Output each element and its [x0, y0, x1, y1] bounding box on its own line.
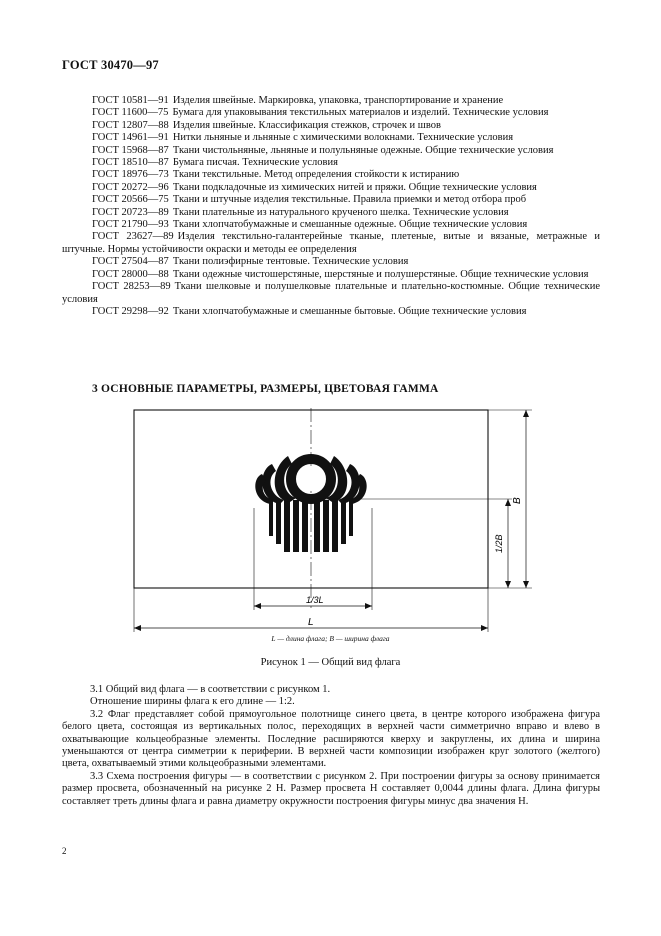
- section-title: 3 ОСНОВНЫЕ ПАРАМЕТРЫ, РАЗМЕРЫ, ЦВЕТОВАЯ ГАММА: [92, 383, 439, 395]
- reference-code: ГОСТ 23627—89: [92, 231, 174, 243]
- paragraph-3-3: 3.3 Схема построения фигуры — в соответствии с рисунком 2. При построении фигуры за основу принимается размер просвета, обозначенный на рисунке 2 Н. Размер просвета Н составляет 0,0044 длины флага. Длина фигуры составляет треть длины флага и равна диаметру окружности построения фигуры минус два значения Н.: [62, 770, 600, 807]
- legend-l-text: — длина флага;: [275, 634, 330, 643]
- reference-item: [62, 269, 600, 281]
- reference-title: Ткани хлопчатобумажные и смешанные бытовые. Общие технические условия: [172, 305, 527, 317]
- references-list: [62, 95, 600, 318]
- reference-code: ГОСТ 15968—87: [92, 144, 169, 156]
- reference-item: [62, 207, 600, 219]
- reference-code: ГОСТ 20566—75: [92, 194, 169, 206]
- emblem-graphic: [255, 456, 366, 552]
- reference-item: [62, 95, 600, 107]
- reference-item: [62, 306, 600, 318]
- dim-label-half-width: 1/2B: [494, 534, 504, 553]
- reference-title: Нитки льняные и льняные с химическими волокнами. Технические условия: [172, 132, 514, 144]
- document-header: ГОСТ 30470—97: [62, 58, 159, 72]
- legend-b-var: B: [329, 634, 334, 643]
- reference-title: Изделия текстильно-галантерейные тканые, плетеные, витые и вязаные, метражные и штучные. Нормы устойчивости окраски и методы ее определения: [62, 231, 600, 255]
- reference-code: ГОСТ 14961—91: [92, 132, 169, 144]
- legend-l-var: L: [271, 634, 276, 643]
- reference-item: [62, 194, 600, 206]
- legend-b-text: — ширина флага: [333, 634, 390, 643]
- reference-title: Бумага писчая. Технические условия: [172, 157, 338, 169]
- reference-item: [62, 231, 600, 256]
- reference-code: ГОСТ 20272—96: [92, 181, 169, 193]
- reference-title: Ткани плательные из натурального крученого шелка. Технические условия: [172, 206, 509, 218]
- reference-title: Бумага для упаковывания текстильных материалов и изделий. Технические условия: [172, 107, 549, 119]
- reference-item: [62, 281, 600, 306]
- reference-code: ГОСТ 18510—87: [92, 157, 169, 169]
- paragraph-ratio: Отношение ширины флага к его длине — 1:2.: [90, 696, 295, 708]
- dim-label-third-length: 1/3L: [306, 595, 324, 605]
- flag-figure: [120, 408, 550, 633]
- reference-code: ГОСТ 28000—88: [92, 268, 169, 280]
- reference-title: Ткани чистольняные, льняные и полульняные одежные. Общие технические условия: [172, 144, 554, 156]
- reference-code: ГОСТ 10581—91: [92, 95, 169, 106]
- reference-code: ГОСТ 27504—87: [92, 256, 169, 268]
- page-number: 2: [62, 846, 67, 856]
- reference-title: Ткани одежные чистошерстяные, шерстяные и полушерстяные. Общие технические условия: [172, 268, 589, 280]
- reference-code: ГОСТ 29298—92: [92, 305, 169, 317]
- paragraph-3-2: 3.2 Флаг представляет собой прямоугольное полотнище синего цвета, в центре которого изображена фигура белого цвета, состоящая из вертикальных полос, переходящих в верхней части симметрично вправо и влево в охватывающие кольцеобразные элементы. Последние расширяются кверху и закруглены, их длина и ширина уменьшаются от центра симметрии к периферии. В верхней части композиции изображен круг золотого (желтого) цвета, охватываемый этими кольцеобразными элементами.: [62, 708, 600, 770]
- reference-title: Изделия швейные. Классификация стежков, строчек и швов: [172, 119, 441, 131]
- reference-item: [62, 256, 600, 268]
- reference-item: [62, 219, 600, 231]
- reference-title: Ткани и штучные изделия текстильные. Правила приемки и метод отбора проб: [172, 194, 527, 206]
- reference-code: ГОСТ 12807—88: [92, 119, 169, 131]
- reference-code: ГОСТ 11600—75: [92, 107, 169, 119]
- reference-item: [62, 182, 600, 194]
- reference-title: Ткани текстильные. Метод определения стойкости к истиранию: [172, 169, 460, 181]
- reference-code: ГОСТ 28253—89: [92, 281, 171, 293]
- reference-title: Ткани шелковые и полушелковые плательные и плательно-костюмные. Общие технические условия: [62, 281, 600, 305]
- reference-title: Изделия швейные. Маркировка, упаковка, транспортирование и хранение: [172, 95, 504, 106]
- dim-label-length: L: [308, 617, 314, 628]
- reference-item: [62, 132, 600, 144]
- dim-label-width: B: [512, 497, 523, 504]
- reference-title: Ткани хлопчатобумажные и смешанные одежные. Общие технические условия: [172, 219, 528, 231]
- reference-item: [62, 145, 600, 157]
- reference-item: [62, 120, 600, 132]
- reference-code: ГОСТ 18976—73: [92, 169, 169, 181]
- reference-title: Ткани полиэфирные тентовые. Технические условия: [172, 256, 409, 268]
- reference-item: [62, 157, 600, 169]
- reference-title: Ткани подкладочные из химических нитей и пряжи. Общие технические условия: [172, 181, 537, 193]
- body-text: [62, 684, 600, 808]
- reference-code: ГОСТ 20723—89: [92, 206, 169, 218]
- reference-item: [62, 169, 600, 181]
- reference-code: ГОСТ 21790—93: [92, 219, 169, 231]
- figure-legend: [0, 634, 661, 643]
- paragraph-3-1: 3.1 Общий вид флага — в соответствии с рисунком 1.: [90, 684, 331, 695]
- reference-item: [62, 107, 600, 119]
- figure-caption: Рисунок 1 — Общий вид флага: [260, 657, 401, 668]
